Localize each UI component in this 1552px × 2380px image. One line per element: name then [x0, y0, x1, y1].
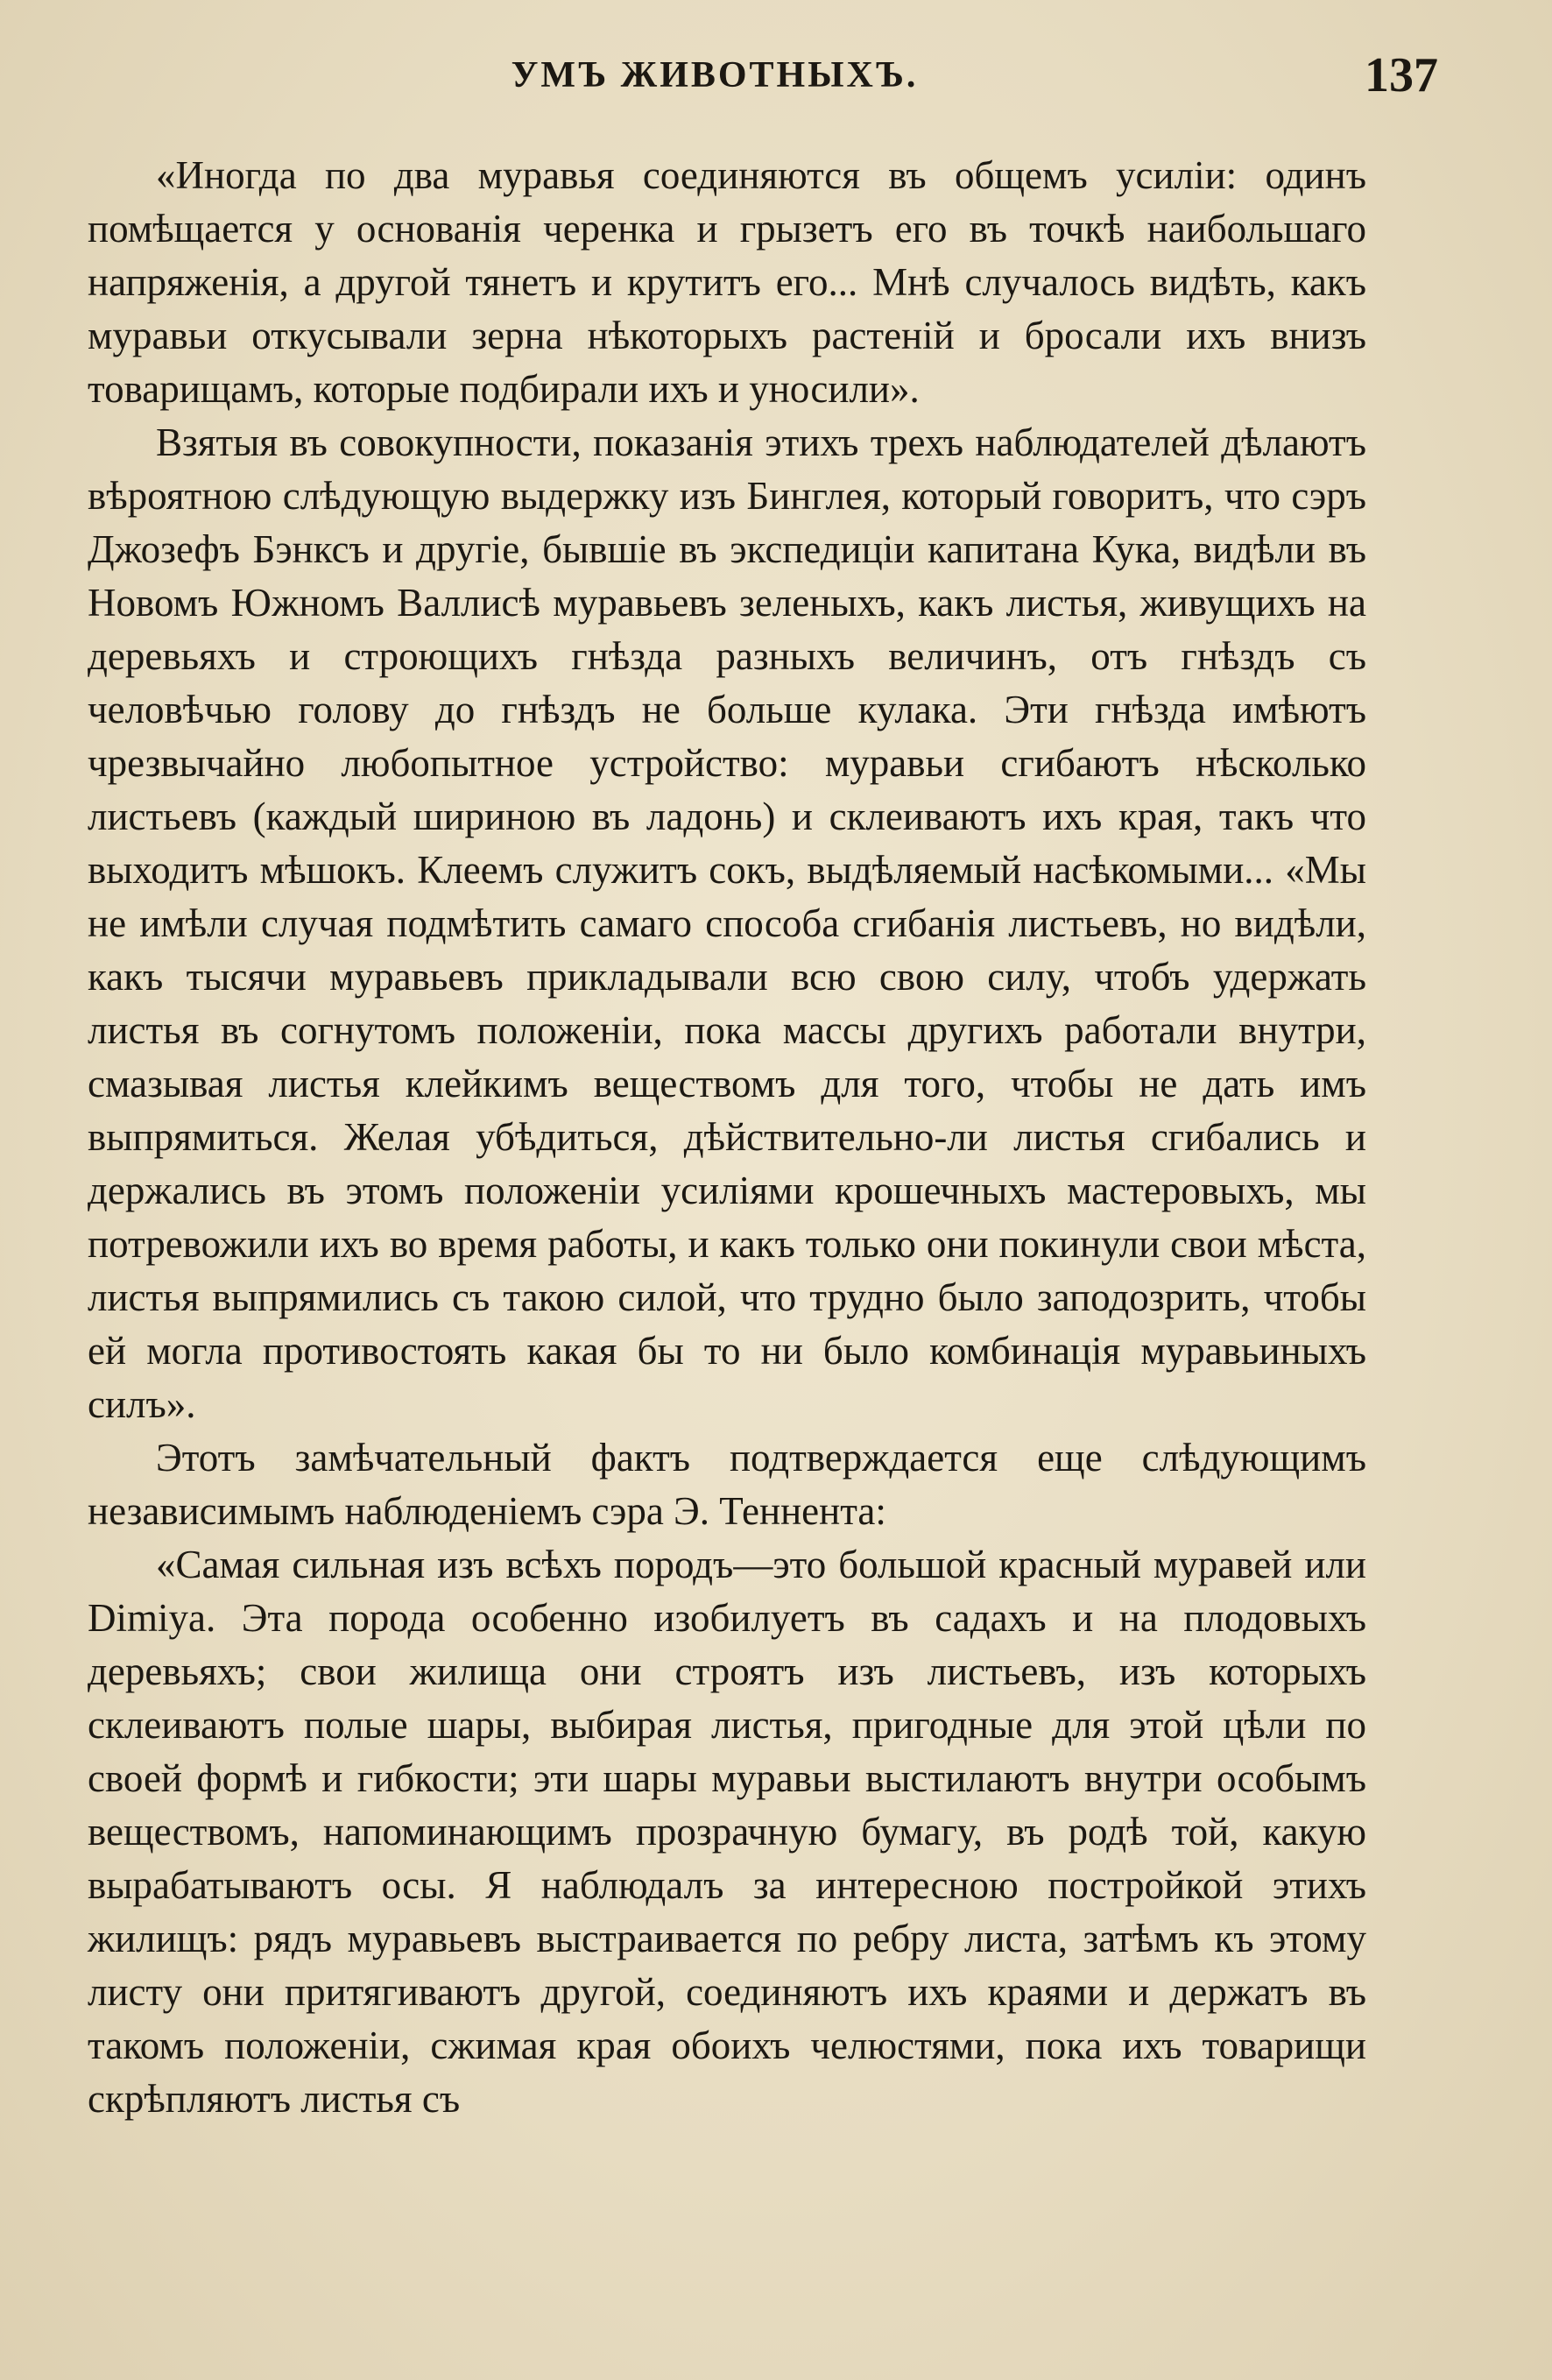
running-title: УМЪ ЖИВОТНЫХЪ.: [511, 55, 919, 95]
paragraph-2: Взятыя въ совокупности, показанія этихъ трехъ наблюдателей дѣлаютъ вѣроятною слѣдующую выдержку изъ Бинглея, который говоритъ, что сэръ Джозефъ Бэнксъ и другіе, бывшіе въ экспедиціи капитана Кука, видѣли въ Новомъ Южномъ Валлисѣ муравьевъ зеленыхъ, какъ листья, живущихъ на деревьяхъ и строющихъ гнѣзда разныхъ величинъ, отъ гнѣздъ съ человѣчью голову до гнѣздъ не больше кулака. Эти гнѣзда имѣютъ чрезвычайно любопытное устройство: муравьи сгибаютъ нѣсколько листьевъ (каждый шириною въ ладонь) и склеиваютъ ихъ края, такъ что выходитъ мѣшокъ. Клеемъ служитъ сокъ, выдѣляемый насѣкомыми... «Мы не имѣли случая подмѣтить самаго способа сгибанія листьевъ, но видѣли, какъ тысячи муравьевъ прикладывали всю свою силу, чтобъ удержать листья въ согнутомъ положеніи, пока массы другихъ работали внутри, смазывая листья клейкимъ веществомъ для того, чтобы не дать имъ выпрямиться. Желая убѣдиться, дѣйствительно-ли листья сгибались и держались въ этомъ положеніи усиліями крошечныхъ мастеровыхъ, мы потревожили ихъ во время работы, и какъ только они покинули свои мѣста, листья выпрямились съ такою силой, что трудно было заподозрить, чтобы ей могла противостоять какая бы то ни было комбинація муравьиныхъ силъ».: [88, 420, 1366, 1426]
body-text: [88, 149, 1366, 2126]
paragraph-3: Этотъ замѣчательный фактъ подтверждается еще слѣдующимъ независимымъ наблюденіемъ сэра Э. Теннента:: [88, 1436, 1366, 1533]
page-number: 137: [1365, 48, 1438, 102]
paragraph-4: «Самая сильная изъ всѣхъ породъ—это большой красный муравей или Dimiya. Эта порода особенно изобилуетъ въ садахъ и на плодовыхъ деревьяхъ; свои жилища они строятъ изъ листьевъ, изъ которыхъ склеиваютъ полые шары, выбирая листья, пригодные для этой цѣли по своей формѣ и гибкости; эти шары муравьи выстилаютъ внутри особымъ веществомъ, напоминающимъ прозрачную бумагу, въ родѣ той, какую вырабатываютъ осы. Я наблюдалъ за интересною постройкой этихъ жилищъ: рядъ муравьевъ выстраивается по ребру листа, затѣмъ къ этому листу они притягиваютъ другой, соединяютъ ихъ краями и держатъ въ такомъ положеніи, сжимая края обоихъ челюстями, пока ихъ товарищи скрѣпляютъ листья съ: [88, 1543, 1366, 2121]
page-header: [88, 48, 1438, 116]
paragraph-1: «Иногда по два муравья соединяются въ общемъ усиліи: одинъ помѣщается у основанія черенка и грызетъ его въ точкѣ наибольшаго напряженія, а другой тянетъ и крутитъ его... Мнѣ случалось видѣть, какъ муравьи откусывали зерна нѣкоторыхъ растеній и бросали ихъ внизъ товарищамъ, которые подбирали ихъ и уносили».: [88, 153, 1366, 411]
